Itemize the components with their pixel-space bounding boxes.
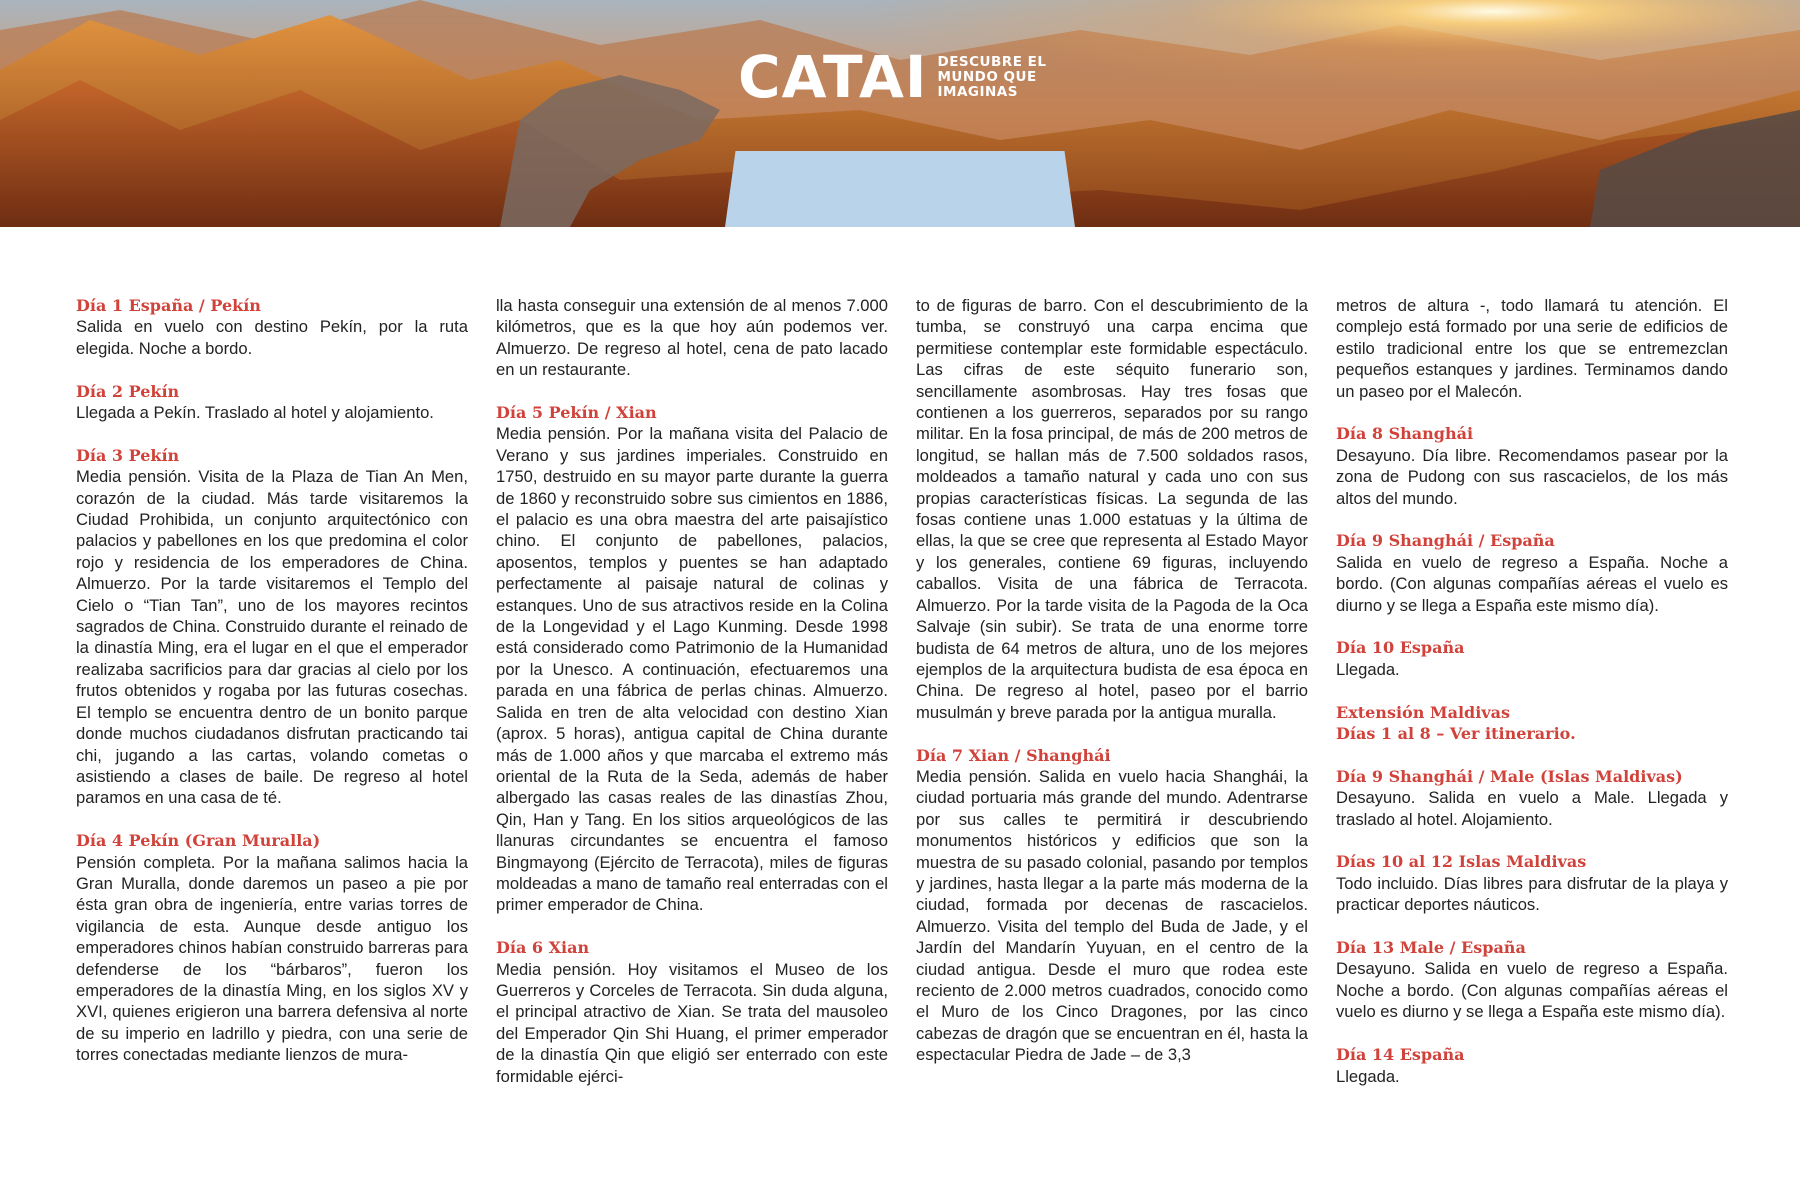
day-text: Desayuno. Día libre. Recomendamos pasear por la zona de Pudong con sus rascacielos, de los más altos del mundo. bbox=[1336, 445, 1728, 508]
day-heading: Día 10 España bbox=[1336, 638, 1465, 658]
column-4 bbox=[1336, 295, 1728, 1108]
day-text: to de figuras de barro. Con el descubrimiento de la tumba, se construyó una carpa encima que permitiese contemplar este formidable espectáculo. Las cifras de este séquito funerario son, sencillamente asombrosas. Hay tres fosas que contienen a los guerreros, separados por su rango militar. En la fosa principal, de más de 200 metros de longitud, se hallan más de 7.500 soldados rasos, moldeados a tamaño natural y cada uno con sus propias características físicas. La segunda de las fosas contiene unas 1.000 estatuas y la última de ellas, la que se cree que representa al Estado Mayor y los generales, contiene 69 figuras, incluyendo caballos. Visita de una fábrica de Terracota. Almuerzo. Por la tarde visita de la Pagoda de la Oca Salvaje (sin subir). Se trata de una enorme torre budista de 64 metros de altura, uno de los mejores ejemplos de la arquitectura budista de esa época en China. De regreso al hotel, paseo por el barrio musulmán y breve parada por la antigua muralla. bbox=[916, 296, 1308, 722]
day-text: Llegada. bbox=[1336, 659, 1400, 679]
extension-heading: Extensión Maldivas bbox=[1336, 702, 1510, 722]
day-text: Salida en vuelo con destino Pekín, por la ruta elegida. Noche a bordo. bbox=[76, 317, 468, 358]
day-section bbox=[1336, 851, 1728, 915]
column-1 bbox=[76, 295, 468, 1087]
day-text: metros de altura -, todo llamará tu atención. El complejo está formado por una serie de edificios de estilo tradicional entre los que se entremezclan pequeños estanques y jardines. Terminamos dando un paseo por el Malecón. bbox=[1336, 296, 1728, 401]
day-section bbox=[496, 937, 888, 1087]
day-section-continued bbox=[916, 295, 1308, 723]
day-heading: Día 6 Xian bbox=[496, 938, 590, 958]
day-text: Desayuno. Salida en vuelo a Male. Llegada y traslado al hotel. Alojamiento. bbox=[1336, 788, 1728, 829]
day-section bbox=[76, 830, 468, 1065]
day-text: Pensión completa. Por la mañana salimos hacia la Gran Muralla, donde daremos un paseo a pie por ésta gran obra de ingeniería, entre varias torres de vigilancia de esta. Aunque desde antiguo los emperadores chinos habían construido barreras para defenderse de los “bárbaros”, fueron los emperadores de la dinastía Ming, en los siglos XV y XVI, quienes erigieron una barrera defensiva al norte de su imperio en ladrillo y piedra, con una serie de torres conectadas mediante lienzos de mura- bbox=[76, 852, 468, 1065]
day-text: Llegada. bbox=[1336, 1066, 1400, 1086]
day-section bbox=[1336, 530, 1728, 616]
day-section-continued bbox=[496, 295, 888, 381]
day-heading: Día 9 Shanghái / Male (Islas Maldivas) bbox=[1336, 766, 1683, 786]
day-heading: Día 8 Shanghái bbox=[1336, 424, 1474, 444]
day-text: Desayuno. Salida en vuelo de regreso a España. Noche a bordo. (Con algunas compañías aéreas el vuelo es diurno y se llega a España este mismo día). bbox=[1336, 959, 1728, 1022]
day-heading: Día 14 España bbox=[1336, 1045, 1465, 1065]
logo-tagline: DESCUBRE EL MUNDO QUE IMAGINAS bbox=[937, 53, 1047, 100]
day-section bbox=[1336, 423, 1728, 509]
day-text: Media pensión. Hoy visitamos el Museo de los Guerreros y Corceles de Terracota. Sin duda alguna, el principal atractivo de Xian. Se trata del mausoleo del Emperador Qin Shi Huang, el primer emperador de la dinastía Qin que eligió ser enterrado con este formidable ejérci- bbox=[496, 959, 888, 1086]
day-heading: Día 4 Pekín (Gran Muralla) bbox=[76, 831, 321, 851]
day-heading: Día 3 Pekín bbox=[76, 445, 180, 465]
day-section bbox=[1336, 766, 1728, 830]
logo-wordmark: CATAI bbox=[738, 43, 928, 111]
day-text: Todo incluido. Días libres para disfrutar de la playa y practicar deportes náuticos. bbox=[1336, 873, 1728, 915]
day-section bbox=[916, 745, 1308, 1066]
day-heading: Día 13 Male / España bbox=[1336, 938, 1526, 958]
header-tab bbox=[725, 151, 1075, 227]
itinerary-body bbox=[76, 295, 1726, 1155]
column-3 bbox=[916, 295, 1308, 1087]
day-text: lla hasta conseguir una extensión de al menos 7.000 kilómetros, que es la que hoy aún podemos ver. Almuerzo. De regreso al hotel, cena de pato lacado en un restaurante. bbox=[496, 296, 888, 380]
day-text: Salida en vuelo de regreso a España. Noche a bordo. (Con algunas compañías aéreas el vuelo es diurno y se llega a España este mismo día). bbox=[1336, 552, 1728, 615]
day-text: Media pensión. Por la mañana visita del Palacio de Verano y sus jardines imperiales. Construido en 1750, destruido en su mayor parte durante la guerra de 1860 y reconstruido sobre sus cimientos en 1886, el palacio es una obra maestra del arte paisajístico chino. El conjunto de pabellones, palacios, aposentos, templos y puentes se han adaptado perfectamente al paisaje natural de colinas y estanques. Uno de sus atractivos reside en la Colina de la Longevidad y el Lago Kunming. Desde 1998 está considerado como Patrimonio de la Humanidad por la Unesco. A continuación, efectuaremos una parada en una fábrica de perlas chinas. Almuerzo. Salida en tren de alta velocidad con destino Xian (aprox. 5 horas), antigua capital de China durante más de 1.000 años y que marcaba el extremo más oriental de la Ruta de la Seda, además de haber albergado las casas reales de las dinastías Zhou, Qin, Han y Tang. En los sitios arqueológicos de las llanuras circundantes se encuentra el famoso Bingmayong (Ejército de Terracota), miles de figuras moldeadas a mano de tamaño real enterradas con el primer emperador de China. bbox=[496, 424, 888, 915]
column-2 bbox=[496, 295, 888, 1108]
day-section bbox=[76, 445, 468, 809]
day-section bbox=[76, 295, 468, 359]
day-section bbox=[1336, 1044, 1728, 1087]
day-section bbox=[1336, 937, 1728, 1023]
day-heading: Día 2 Pekín bbox=[76, 381, 180, 401]
extension-subheading: Días 1 al 8 – Ver itinerario. bbox=[1336, 724, 1576, 744]
day-text: Llegada a Pekín. Traslado al hotel y alojamiento. bbox=[76, 403, 434, 423]
day-heading: Día 9 Shanghái / España bbox=[1336, 531, 1555, 551]
brand-logo bbox=[738, 43, 1047, 111]
day-heading: Día 5 Pekín / Xian bbox=[496, 403, 657, 423]
day-section bbox=[76, 381, 468, 424]
extension-section bbox=[1336, 702, 1728, 745]
day-text: Media pensión. Salida en vuelo hacia Shanghái, la ciudad portuaria más grande del mundo. Adentrarse por sus calles te permitirá ir descubriendo monumentos históricos y edificios que son la muestra de su pasado colonial, pasando por templos y jardines, hasta llegar a la parte más moderna de la ciudad, formada por decenas de rascacielos. Almuerzo. Visita del templo del Buda de Jade, y el Jardín del Mandarín Yuyuan, en el centro de la ciudad antigua. Desde el muro que rodea este reciento de 2.000 metros cuadrados, conocido como el Muro de los Cinco Dragones, por las cinco cabezas de dragón que se encuentran en él, hasta la espectacular Piedra de Jade – de 3,3 bbox=[916, 766, 1308, 1065]
header-banner bbox=[0, 0, 1800, 227]
day-heading: Día 7 Xian / Shanghái bbox=[916, 745, 1111, 765]
day-heading: Días 10 al 12 Islas Maldivas bbox=[1336, 852, 1587, 872]
day-section bbox=[496, 402, 888, 916]
day-section bbox=[1336, 637, 1728, 680]
day-heading: Día 1 España / Pekín bbox=[76, 296, 261, 315]
day-text: Media pensión. Visita de la Plaza de Tian An Men, corazón de la ciudad. Más tarde visitaremos la Ciudad Prohibida, un conjunto arquitectónico con palacios y pabellones en los que predomina el color rojo y residencia de los emperadores de China. Almuerzo. Por la tarde visitaremos el Templo del Cielo o “Tian Tan”, uno de los mayores recintos sagrados de China. Construido durante el reinado de la dinastía Ming, era el lugar en el que el emperador realizaba sacrificios para dar gracias al cielo por los frutos obtenidos y rogaba por las futuras cosechas. El templo se encuentra dentro de un bonito parque donde muchos ciudadanos disfrutan practicando tai chi, jugando a las cartas, volando cometas o asistiendo a clases de baile. De regreso al hotel paramos en una casa de té. bbox=[76, 467, 468, 808]
day-section-continued bbox=[1336, 295, 1728, 402]
